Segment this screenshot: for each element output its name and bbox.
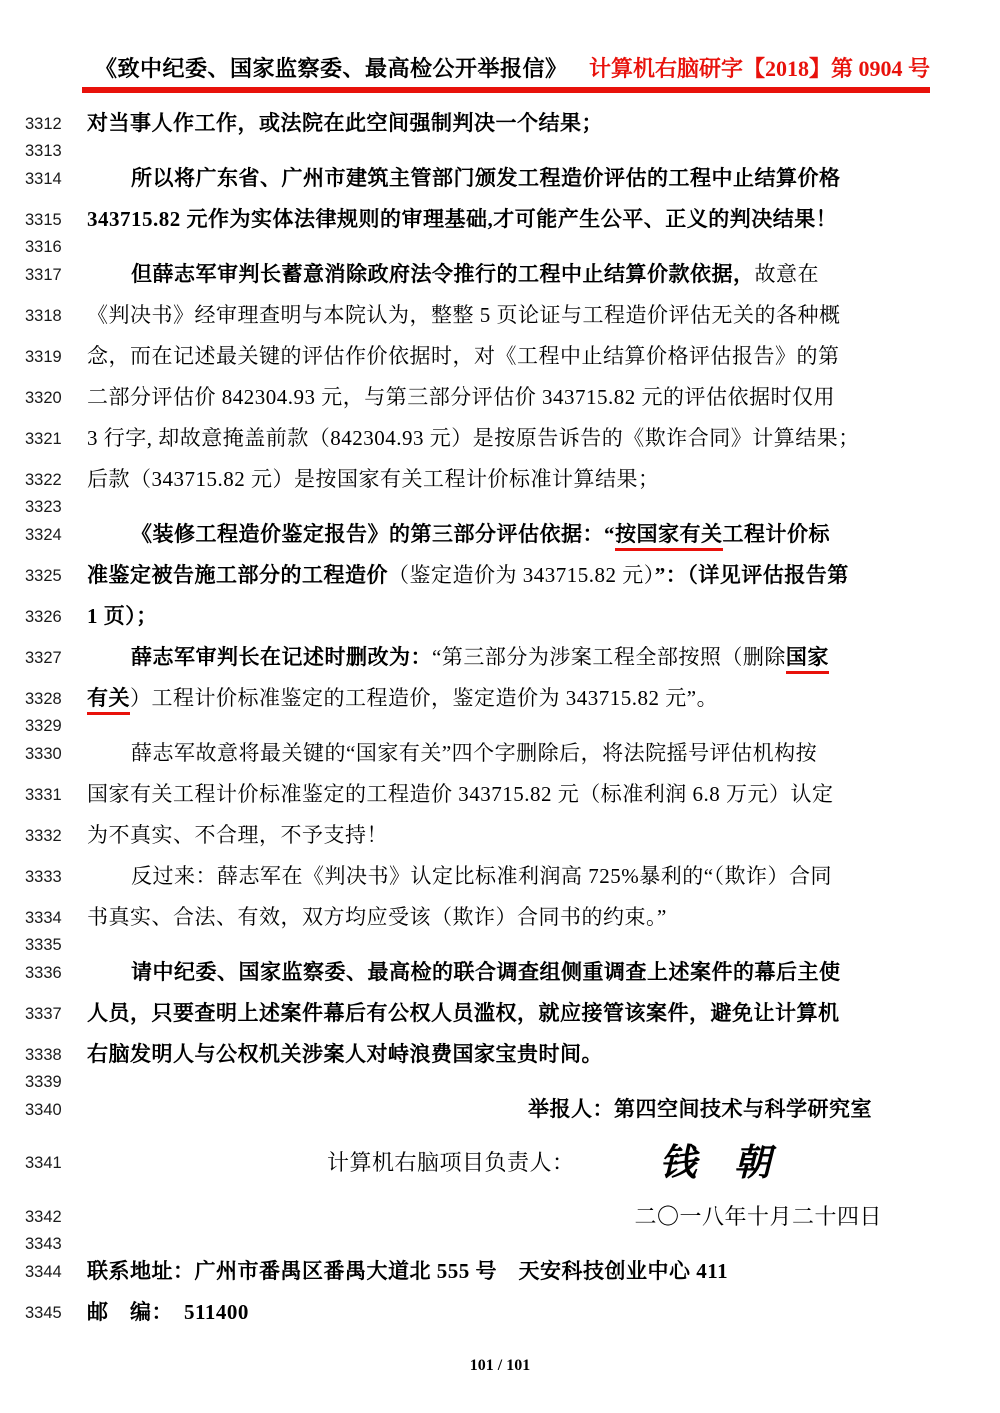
doc-line	[25, 158, 930, 199]
line-number: 3321	[25, 429, 62, 448]
text-segment: 所以将广东省、广州市建筑主管部门颁发工程造价评估的工程中止结算价格	[131, 166, 841, 190]
text-segment: ）工程计价标准鉴定的工程造价，鉴定造价为 343715.82 元”。	[130, 686, 719, 710]
doc-line	[25, 1075, 930, 1089]
line-text	[87, 565, 930, 586]
doc-line	[25, 1089, 930, 1130]
line-text	[87, 168, 930, 189]
line-number: 3342	[25, 1207, 62, 1226]
line-number: 3324	[25, 525, 62, 544]
line-number: 3320	[25, 388, 62, 407]
line-text	[87, 346, 930, 367]
text-segment: 后款（343715.82 元）是按国家有关工程计价标准计算结果；	[87, 467, 660, 491]
line-number: 3336	[25, 963, 62, 982]
line-text	[87, 825, 930, 846]
signature-name: 钱 朝	[659, 1142, 785, 1184]
line-text	[87, 962, 930, 983]
red-underlined-text: 按国家有关	[615, 522, 723, 551]
text-segment: “第三部分为涉案工程全部按照（删除	[432, 645, 786, 669]
line-number: 3328	[25, 689, 62, 708]
line-number: 3315	[25, 210, 62, 229]
line-text	[87, 866, 930, 887]
line-text	[87, 688, 930, 709]
text-segment: 1 页）；	[87, 604, 158, 628]
line-text	[87, 606, 930, 627]
line-text	[87, 1203, 930, 1229]
line-text	[87, 1044, 930, 1065]
line-number: 3329	[25, 717, 62, 735]
text-segment: 书真实、合法、有效，双方均应受该（欺诈）合同书的约束。”	[87, 905, 667, 929]
red-underlined-text: 有关	[87, 686, 130, 715]
text-segment: 人员，只要查明上述案件幕后有公权人员滥权，就应接管该案件，避免让计算机	[87, 1001, 840, 1025]
doc-line	[25, 500, 930, 514]
line-text	[87, 907, 930, 928]
line-text	[87, 209, 930, 230]
doc-line	[25, 377, 930, 418]
doc-line	[25, 336, 930, 377]
text-segment: 国家有关工程计价标准鉴定的工程造价 343715.82 元（标准利润 6.8 万元）认定	[87, 782, 834, 806]
line-number: 3326	[25, 607, 62, 626]
text-segment: 343715.82 元作为实体法律规则的审理基础,才可能产生公平、正义的判决结果！	[87, 207, 838, 231]
line-number: 3341	[25, 1154, 62, 1172]
line-number: 3325	[25, 566, 62, 585]
line-number: 3312	[25, 114, 62, 133]
text-segment: 准鉴定被告施工部分的工程造价	[87, 563, 388, 587]
line-text	[87, 743, 930, 764]
doc-line	[25, 938, 930, 952]
line-text	[87, 647, 930, 668]
signature-line	[87, 1142, 930, 1184]
line-number: 3323	[25, 498, 62, 516]
doc-line	[25, 637, 930, 678]
line-number: 3319	[25, 347, 62, 366]
signature-label: 计算机右脑项目负责人：	[327, 1150, 575, 1175]
document-body	[0, 93, 1000, 1333]
doc-line	[25, 678, 930, 719]
line-number: 3332	[25, 826, 62, 845]
line-number: 3318	[25, 306, 62, 325]
text-segment: 二〇一八年十月二十四日	[634, 1203, 882, 1229]
line-number: 3345	[25, 1303, 62, 1322]
text-segment: 3 行字, 却故意掩盖前款（842304.93 元）是按原告诉告的《欺诈合同》计算结果；	[87, 426, 860, 450]
line-text	[87, 113, 930, 134]
doc-line	[25, 596, 930, 637]
doc-line	[25, 254, 930, 295]
line-number: 3330	[25, 744, 62, 763]
doc-line	[25, 1130, 930, 1196]
line-number: 3339	[25, 1073, 62, 1091]
document-number: 计算机右脑研字【2018】第 0904 号	[588, 56, 930, 81]
doc-line	[25, 774, 930, 815]
line-number: 3316	[25, 238, 62, 256]
line-number: 3338	[25, 1045, 62, 1064]
text-segment: 举报人：第四空间技术与科学研究室	[528, 1097, 872, 1121]
doc-line	[25, 144, 930, 158]
line-number: 3333	[25, 867, 62, 886]
text-segment: 反过来：薛志军在《判决书》认定比标准利润高 725%暴利的“（欺诈）合同	[131, 864, 833, 888]
page-footer	[0, 1357, 1000, 1375]
page-header	[0, 0, 1000, 83]
text-segment: ”：（详见评估报告第	[654, 563, 849, 587]
text-segment: 念，而在记述最关键的评估作价依据时，对《工程中止结算价格评估报告》的第	[87, 344, 840, 368]
line-number: 3327	[25, 648, 62, 667]
text-segment: 对当事人作工作，或法院在此空间强制判决一个结果；	[87, 111, 603, 135]
text-segment: 《装修工程造价鉴定报告》的第三部分评估依据：“	[131, 522, 615, 546]
doc-line	[25, 103, 930, 144]
line-text	[87, 469, 930, 490]
line-text	[87, 264, 930, 285]
line-number: 3344	[25, 1262, 62, 1281]
text-segment: 二部分评估价 842304.93 元，与第三部分评估价 343715.82 元的评估依据时仅用	[87, 385, 835, 409]
text-segment: （鉴定造价为 343715.82 元）	[388, 563, 655, 587]
doc-line	[25, 1196, 930, 1237]
text-segment: 工程计价标	[722, 522, 830, 546]
text-segment: 薛志军故意将最关键的“国家有关”四个字删除后，将法院摇号评估机构按	[131, 741, 818, 765]
doc-line	[25, 952, 930, 993]
text-segment: 故意在	[754, 262, 819, 286]
line-text	[87, 1302, 930, 1323]
doc-line	[25, 815, 930, 856]
text-segment: 请中纪委、国家监察委、最高检的联合调查组侧重调查上述案件的幕后主使	[131, 960, 841, 984]
text-segment: 邮 编： 511400	[87, 1300, 249, 1324]
text-segment: 右脑发明人与公权机关涉案人对峙浪费国家宝贵时间。	[87, 1042, 603, 1066]
doc-line	[25, 514, 930, 555]
doc-line	[25, 719, 930, 733]
line-number: 3313	[25, 142, 62, 160]
doc-line	[25, 295, 930, 336]
text-segment: 《判决书》经审理查明与本院认为，整整 5 页论证与工程造价评估无关的各种概	[87, 303, 841, 327]
line-text	[87, 305, 930, 326]
text-segment: 但薛志军审判长蓄意消除政府法令推行的工程中止结算价款依据，	[131, 262, 755, 286]
doc-line	[25, 1237, 930, 1251]
doc-line	[25, 459, 930, 500]
page-number: 101 / 101	[469, 1357, 531, 1374]
text-segment: 为不真实、不合理，不予支持！	[87, 823, 388, 847]
line-number: 3314	[25, 169, 62, 188]
line-text	[87, 784, 930, 805]
doc-line	[25, 1034, 930, 1075]
text-segment: 薛志军审判长在记述时删改为：	[131, 645, 432, 669]
doc-line	[25, 418, 930, 459]
line-number: 3343	[25, 1235, 62, 1253]
line-number: 3331	[25, 785, 62, 804]
doc-line	[25, 733, 930, 774]
letter-title: 《致中纪委、国家监察委、最高检公开举报信》	[95, 56, 568, 81]
red-underlined-text: 国家	[786, 645, 829, 674]
line-number: 3317	[25, 265, 62, 284]
doc-line	[25, 993, 930, 1034]
doc-line	[25, 1292, 930, 1333]
doc-line	[25, 240, 930, 254]
doc-line	[25, 1251, 930, 1292]
line-number: 3340	[25, 1100, 62, 1119]
line-number: 3322	[25, 470, 62, 489]
line-text	[87, 524, 930, 545]
line-number: 3335	[25, 936, 62, 954]
line-text	[87, 1261, 930, 1282]
doc-line	[25, 897, 930, 938]
line-text	[87, 387, 930, 408]
line-number: 3334	[25, 908, 62, 927]
line-text	[87, 1003, 930, 1024]
line-text	[87, 428, 930, 449]
text-segment: 联系地址：广州市番禺区番禺大道北 555 号 天安科技创业中心 411	[87, 1259, 729, 1283]
line-text	[87, 1099, 930, 1120]
doc-line	[25, 199, 930, 240]
line-number: 3337	[25, 1004, 62, 1023]
doc-line	[25, 856, 930, 897]
doc-line	[25, 555, 930, 596]
